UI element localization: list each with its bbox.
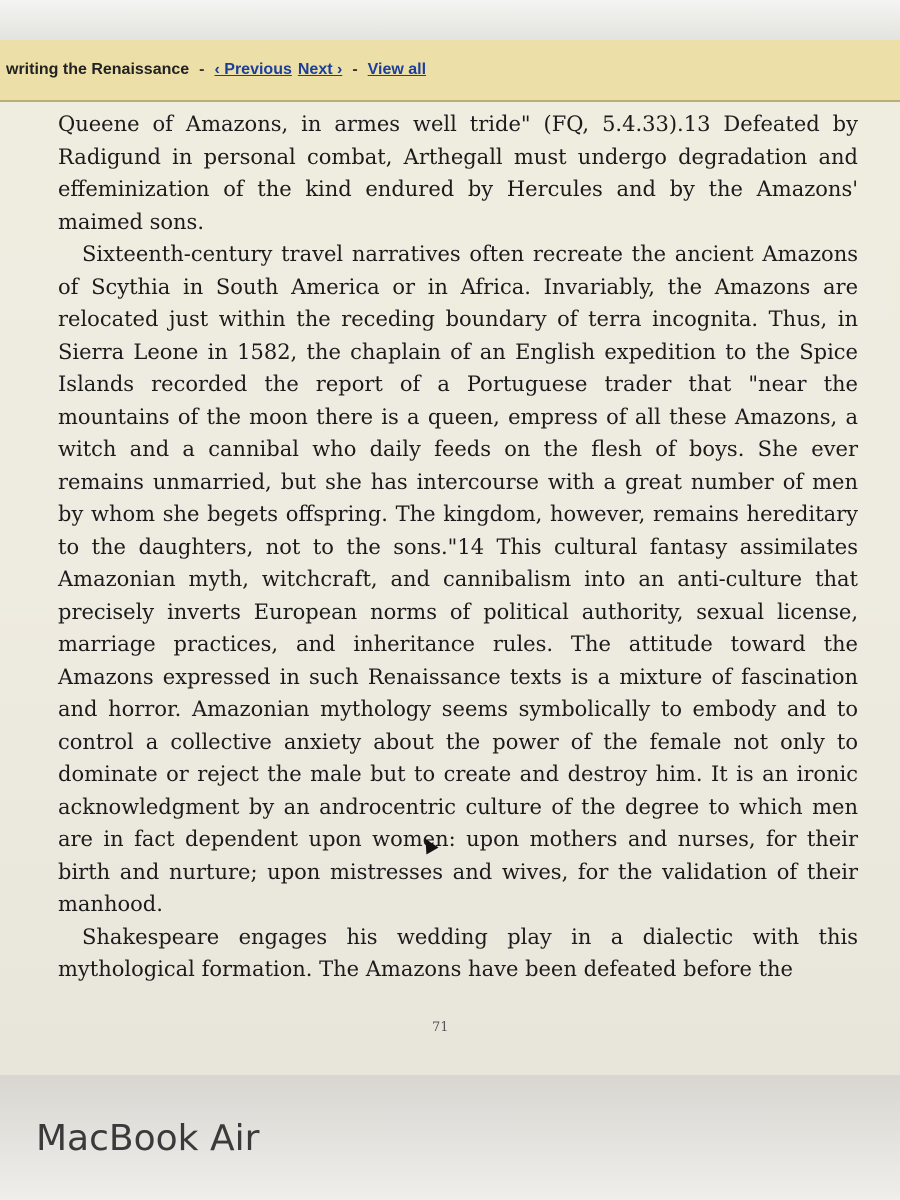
book-title: writing the Renaissance [6,61,190,78]
paragraph: Shakespeare engages his wedding play in a dialectic with this mythological formation. The Amazons have been defeated before the [58,924,858,981]
next-link[interactable]: Next › [297,61,343,78]
book-navigation-bar [0,40,900,102]
book-page [0,102,900,1075]
page-number: 71 [432,1020,449,1035]
browser-top-strip [0,0,900,41]
paragraph: Queene of Amazons, in armes well tride" (FQ, 5.4.33).13 Defeated by Radigund in personal combat, Arthegall must undergo degradation and effeminization of the kind endured by Hercules and by the Amazons' maimed sons. [58,112,858,234]
separator: - [199,61,205,78]
laptop-brand-label: MacBook Air [36,1118,260,1159]
view-all-link[interactable]: View all [367,61,427,78]
separator: - [352,61,358,78]
page-text [58,108,858,986]
previous-link[interactable]: ‹ Previous [214,61,292,78]
paragraph: Sixteenth-century travel narratives often recreate the ancient Amazons of Scythia in South America or in Africa. Invariably, the Amazons are relocated just within the receding boundary of terra incognita. Thus, in Sierra Leone in 1582, the chaplain of an English expedition to the Spice Islands recorded the report of a Portuguese trader that "near the mountains of the moon there is a queen, empress of all these Amazons, a witch and a cannibal who daily feeds on the flesh of boys. She ever remains unmarried, but she has intercourse with a great number of men by whom she begets offspring. The kingdom, however, remains hereditary to the daughters, not to the sons."14 This cultural fantasy assimilates Amazonian myth, witchcraft, and cannibalism into an anti-culture that precisely inverts European norms of political authority, sexual license, marriage practices, and inheritance rules. The attitude toward the Amazons expressed in such Renaissance texts is a mixture of fascination and horror. Amazonian mythology seems symbolically to embody and to control a collective anxiety about the power of the female not only to dominate or reject the male but to create and destroy him. It is an ironic acknowledgment by an androcentric culture of the degree to which men are in fact dependent upon women: upon mothers and nurses, for their birth and nurture; upon mistresses and wives, for the validation of their manhood. [58,242,858,916]
